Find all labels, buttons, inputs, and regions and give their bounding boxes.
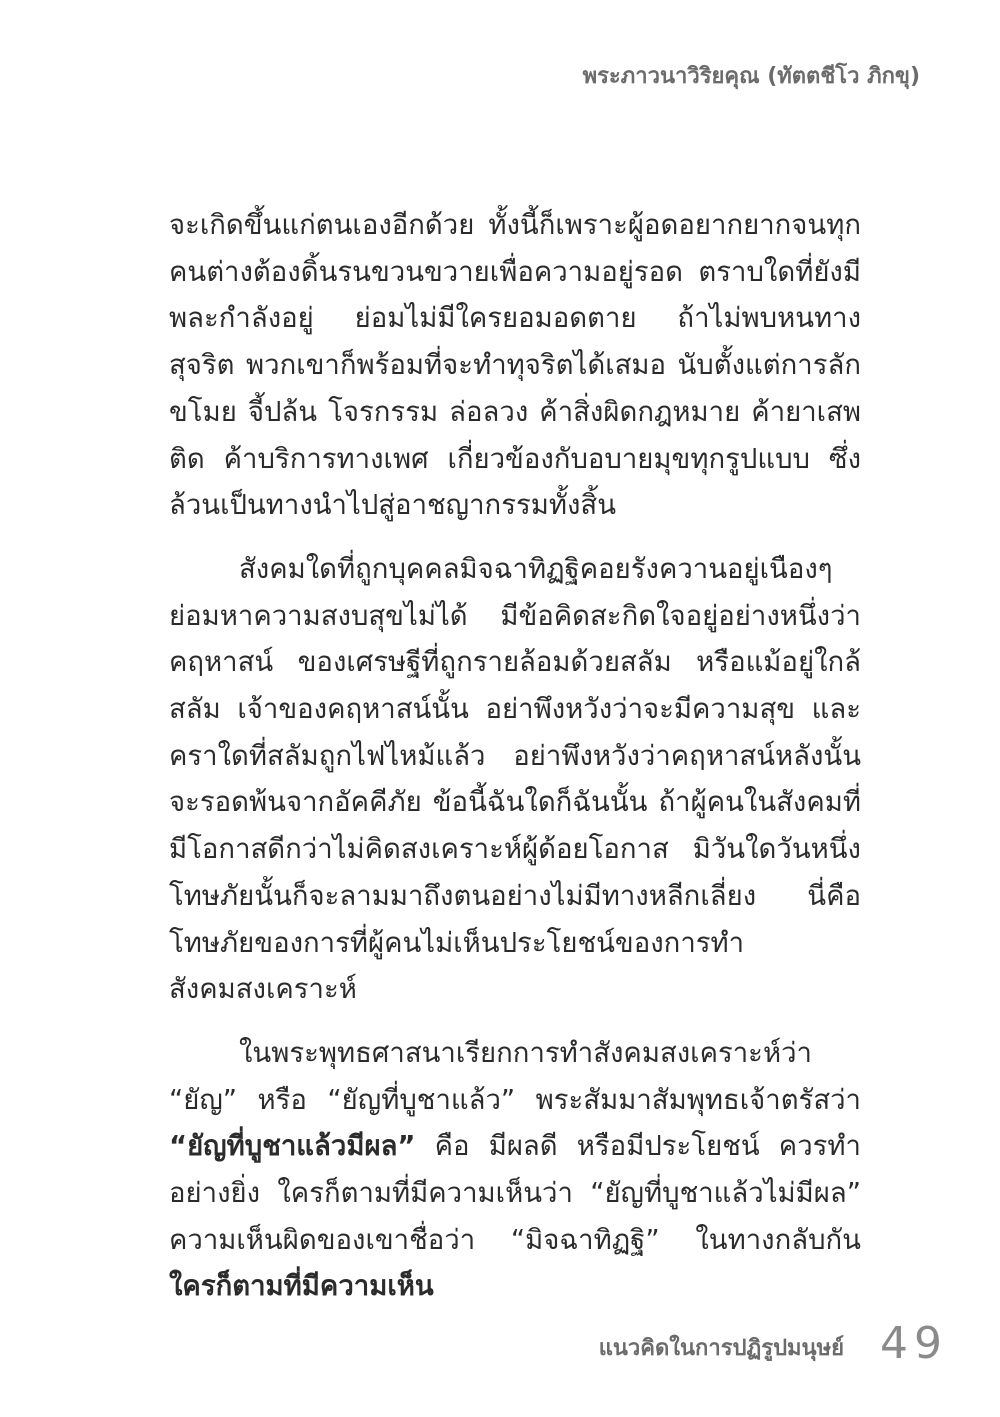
paragraph-3-text-2: คือ มีผลดี หรือมีประโยชน์ ควรทำอย่างยิ่ง ใครก็ตามที่มีความเห็นว่า “ยัญที่บูชาแล้วไม่มีผล” ความเห็นผิดของเขาชื่อว่า “มิจฉาทิฏฐิ” ในทางกลับกัน — [169, 1130, 861, 1256]
paragraph-2: สังคมใดที่ถูกบุคคลมิจฉาทิฏฐิคอยรังควานอยู่เนืองๆ ย่อมหาความสงบสุขไม่ได้ มีข้อคิดสะกิดใจอยู่อย่างหนึ่งว่า คฤหาสน์ ของเศรษฐีที่ถูกรายล้อมด้วยสลัม หรือแม้อยู่ใกล้สลัม เจ้าของคฤหาสน์นั้น อย่าพึงหวังว่าจะมีความสุข และคราใดที่สลัมถูกไฟไหม้แล้ว อย่าพึงหวังว่าคฤหาสน์หลังนั้นจะรอดพ้นจากอัคคีภัย ข้อนี้ฉันใดก็ฉันนั้น ถ้าผู้คนในสังคมที่มีโอกาสดีกว่าไม่คิดสงเคราะห์ผู้ด้อยโอกาส มิวันใดวันหนึ่งโทษภัยนั้นก็จะลามมาถึงตนอย่างไม่มีทางหลีกเลี่ยง นี่คือโทษภัยของการที่ผู้คนไม่เห็นประโยชน์ของการทำสังคมสงเคราะห์ — [169, 552, 861, 1006]
paragraph-3-bold-2: ใครก็ตามที่มีความเห็น — [169, 1270, 434, 1303]
body-text — [169, 202, 861, 1310]
paragraph-3 — [169, 1030, 861, 1310]
running-header: พระภาวนาวิริยคุณ (ทัตตชีโว ภิกขุ) — [582, 64, 920, 89]
paragraph-1: จะเกิดขึ้นแก่ตนเองอีกด้วย ทั้งนี้ก็เพราะผู้อดอยากยากจนทุกคนต่างต้องดิ้นรนขวนขวายเพื่อความอยู่รอด ตราบใดที่ยังมีพละกำลังอยู่ ย่อมไม่มีใครยอมอดตาย ถ้าไม่พบหนทางสุจริต พวกเขาก็พร้อมที่จะทำทุจริตได้เสมอ นับตั้งแต่การลักขโมย จี้ปล้น โจรกรรม ล่อลวง ค้าสิ่งผิดกฎหมาย ค้ายาเสพติด ค้าบริการทางเพศ เกี่ยวข้องกับอบายมุขทุกรูปแบบ ซึ่งล้วนเป็นทางนำไปสู่อาชญากรรมทั้งสิ้น — [169, 209, 861, 522]
footer-book-title: แนวคิดในการปฏิรูปมนุษย์ — [598, 1336, 844, 1361]
paragraph-3-bold-1: “ยัญที่บูชาแล้วมีผล” — [169, 1130, 416, 1163]
paragraph-3-text-1: ในพระพุทธศาสนาเรียกการทำสังคมสงเคราะห์ว่า “ยัญ” หรือ “ยัญที่บูชาแล้ว” พระสัมมาสัมพุทธเจ้าตรัสว่า — [169, 1036, 861, 1116]
page-number: 49 — [880, 1318, 948, 1369]
page-footer — [599, 1318, 948, 1369]
